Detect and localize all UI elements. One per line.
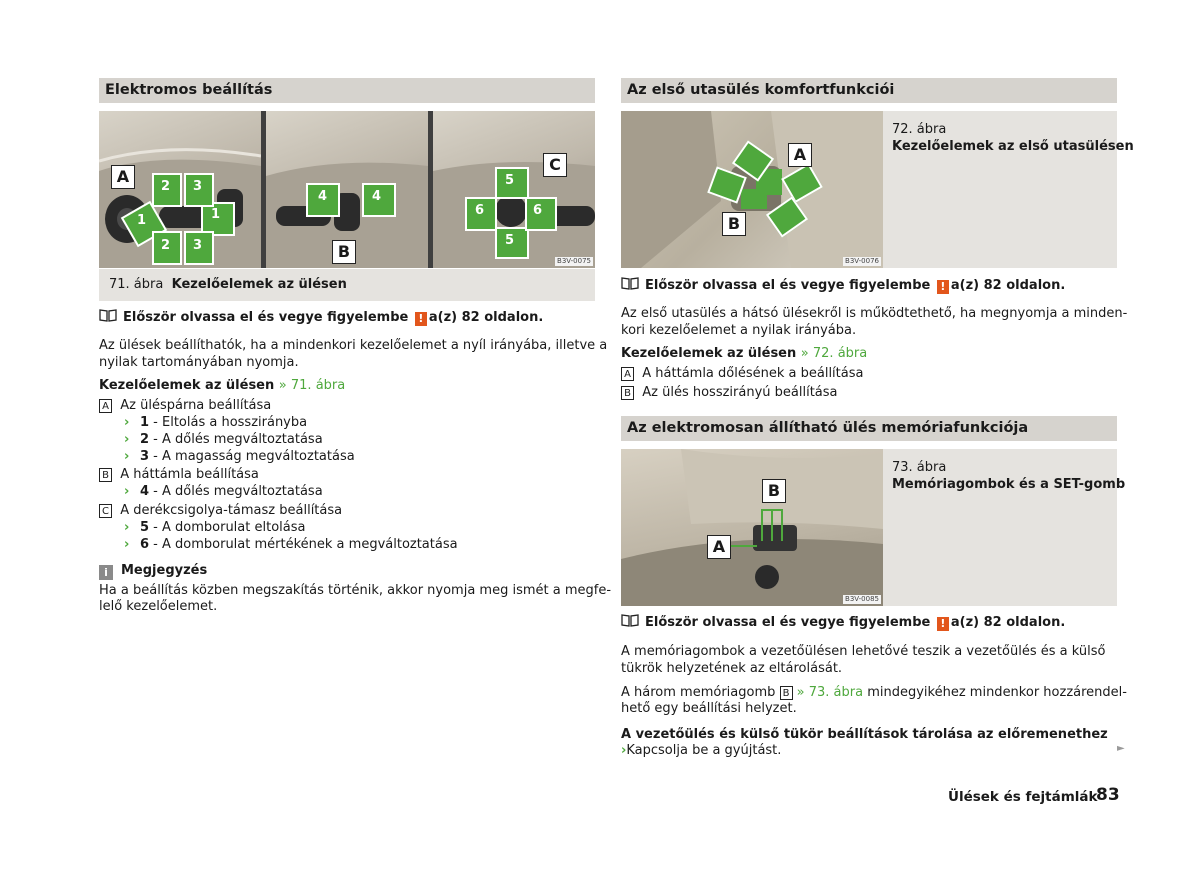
warning-ref[interactable]: a(z) 82 oldalon. bbox=[428, 310, 544, 325]
intro-line-2: nyilak tartományában nyomja. bbox=[99, 355, 299, 370]
store-title: A vezetőülés és külső tükör beállítások tárolása az előremenethez bbox=[621, 727, 1108, 742]
key-a: A bbox=[621, 367, 634, 381]
key-b: B bbox=[99, 468, 112, 482]
fig72-number: 72. ábra bbox=[892, 122, 947, 137]
list-subitem: › 3 - A magasság megváltoztatása bbox=[124, 449, 355, 464]
figure-73-photo bbox=[621, 449, 883, 606]
fig71-number-5b: 5 bbox=[505, 233, 515, 248]
caption-number: 71. ábra bbox=[109, 277, 164, 292]
highlight-line bbox=[781, 509, 783, 541]
info-icon: i bbox=[99, 565, 113, 580]
list-subitem: › 2 - A dőlés megváltoztatása bbox=[124, 432, 323, 447]
key-b: B bbox=[780, 686, 793, 700]
chevron-right-icon: › bbox=[124, 484, 130, 499]
comfort-line-1: Az első utasülés a hátsó ülésekről is működtethető, ha megnyomja a minden- bbox=[621, 306, 1128, 321]
step-text: Kapcsolja be a gyújtást. bbox=[626, 743, 782, 758]
item-text: A háttámla beállítása bbox=[120, 467, 259, 482]
list-subitem: › 6 - A domborulat mértékének a megváltoztatása bbox=[124, 537, 458, 552]
fig72-label-a: A bbox=[788, 143, 812, 167]
fig71-number-6: 6 bbox=[475, 203, 485, 218]
fig71-number-2b: 2 bbox=[161, 238, 171, 253]
note-line-1: Ha a beállítás közben megszakítás történik, akkor nyomja meg ismét a megfe- bbox=[99, 583, 612, 598]
figure-code: B3V-0075 bbox=[557, 257, 591, 265]
list-subitem: › 5 - A domborulat eltolása bbox=[124, 520, 306, 535]
highlight-line bbox=[731, 545, 757, 547]
note-title: Megjegyzés bbox=[121, 563, 208, 578]
fig73-number: 73. ábra bbox=[892, 460, 947, 475]
fig71-number-1b: 1 bbox=[211, 207, 221, 222]
memory-buttons-line-1 bbox=[621, 685, 1127, 700]
list-item bbox=[99, 467, 259, 482]
seat-photo-panel-2 bbox=[266, 111, 428, 268]
highlight-line bbox=[761, 509, 763, 541]
memory-buttons-line-2: hető egy beállítási helyzet. bbox=[621, 701, 797, 716]
item-text: Az ülés hosszirányú beállítása bbox=[642, 385, 838, 400]
intro-line-1: Az ülések beállíthatók, ha a mindenkori kezelőelemet a nyíl irányába, illetve a bbox=[99, 338, 608, 353]
fig73-ref-link[interactable]: » 73. ábra bbox=[796, 685, 864, 700]
figure-code: B3V-0076 bbox=[845, 257, 879, 265]
list-item bbox=[99, 503, 342, 518]
book-icon bbox=[99, 309, 117, 322]
key-c: C bbox=[99, 504, 112, 518]
memory-line-2: tükrök helyzetének az eltárolását. bbox=[621, 661, 843, 676]
list-subitem: › 1 - Eltolás a hosszirányba bbox=[124, 415, 308, 430]
warning-text: Először olvassa el és vegye figyelembe bbox=[645, 278, 931, 293]
note-line-2: lelő kezelőelemet. bbox=[99, 599, 218, 614]
highlight-line bbox=[771, 509, 773, 541]
fig71-label-c: C bbox=[543, 153, 567, 177]
key-b: B bbox=[621, 386, 634, 400]
fig71-number-3: 3 bbox=[193, 179, 203, 194]
fig72-caption bbox=[892, 121, 1134, 155]
figure-71-caption bbox=[99, 269, 595, 301]
continue-arrow-icon: ► bbox=[1117, 743, 1125, 754]
section-title-electric-adjust: Elektromos beállítás bbox=[99, 78, 595, 103]
item-text: Az üléspárna beállítása bbox=[120, 398, 272, 413]
chevron-right-icon: › bbox=[124, 520, 130, 535]
memory-line-1: A memóriagombok a vezetőülésen lehetővé teszik a vezetőülés és a külső bbox=[621, 644, 1106, 659]
fig71-label-b: B bbox=[332, 240, 356, 264]
controls-heading bbox=[99, 378, 345, 393]
chevron-right-icon: › bbox=[124, 537, 130, 552]
memory-text: A három memóriagomb bbox=[621, 685, 776, 700]
fig71-number-1: 1 bbox=[137, 213, 147, 228]
controls-heading bbox=[621, 346, 867, 361]
item-text: A derékcsigolya-támasz beállítása bbox=[120, 503, 343, 518]
fig73-caption bbox=[892, 459, 1125, 493]
list-item bbox=[99, 398, 271, 413]
warning-ref[interactable]: a(z) 82 oldalon. bbox=[950, 278, 1066, 293]
book-icon bbox=[621, 277, 639, 290]
comfort-line-2: kori kezelőelemet a nyilak irányába. bbox=[621, 323, 857, 338]
warning-line bbox=[99, 309, 543, 326]
warning-ref[interactable]: a(z) 82 oldalon. bbox=[950, 615, 1066, 630]
item-text: A háttámla dőlésének a beállítása bbox=[642, 366, 864, 381]
section-title-comfort: Az első utasülés komfortfunkciói bbox=[621, 78, 1117, 103]
chevron-right-icon: › bbox=[621, 743, 627, 758]
fig71-number-5: 5 bbox=[505, 173, 515, 188]
chevron-right-icon: › bbox=[124, 432, 130, 447]
warning-icon: ! bbox=[937, 617, 949, 631]
memory-text: mindegyikéhez mindenkor hozzárendel- bbox=[867, 685, 1127, 700]
note-heading bbox=[99, 563, 207, 580]
list-item bbox=[621, 366, 863, 381]
warning-icon: ! bbox=[415, 312, 427, 326]
controls-title: Kezelőelemek az ülésen bbox=[99, 378, 275, 393]
store-step bbox=[621, 743, 781, 758]
fig73-label-a: A bbox=[707, 535, 731, 559]
footer-chapter: Ülések és fejtámlák bbox=[948, 789, 1098, 805]
figure-code: B3V-0085 bbox=[845, 595, 879, 603]
highlight-line bbox=[761, 509, 783, 511]
fig72-label-b: B bbox=[722, 212, 746, 236]
controls-title: Kezelőelemek az ülésen bbox=[621, 346, 797, 361]
section-title-memory: Az elektromosan állítható ülés memóriafunkciója bbox=[621, 416, 1117, 441]
fig71-number-6b: 6 bbox=[533, 203, 543, 218]
warning-text: Először olvassa el és vegye figyelembe bbox=[123, 310, 409, 325]
seat-photo-panel-1 bbox=[99, 111, 261, 268]
list-subitem: › 4 - A dőlés megváltoztatása bbox=[124, 484, 323, 499]
warning-line bbox=[621, 614, 1065, 631]
fig73-title: Memóriagombok és a SET-gomb bbox=[892, 477, 1126, 492]
list-item bbox=[621, 385, 838, 400]
figure-72-photo bbox=[621, 111, 883, 268]
fig71-number-4: 4 bbox=[318, 189, 328, 204]
fig71-number-4b: 4 bbox=[372, 189, 382, 204]
fig73-label-b: B bbox=[762, 479, 786, 503]
key-a: A bbox=[99, 399, 112, 413]
chevron-right-icon: › bbox=[124, 415, 130, 430]
book-icon bbox=[621, 614, 639, 627]
page-number: 83 bbox=[1096, 785, 1120, 805]
fig71-number-2: 2 bbox=[161, 179, 171, 194]
controls-ref-link[interactable]: » 72. ábra bbox=[800, 346, 868, 361]
warning-icon: ! bbox=[937, 280, 949, 294]
warning-text: Először olvassa el és vegye figyelembe bbox=[645, 615, 931, 630]
caption-title: Kezelőelemek az ülésen bbox=[171, 277, 347, 292]
controls-ref-link[interactable]: » 71. ábra bbox=[278, 378, 346, 393]
seat-photo-panel-3 bbox=[433, 111, 595, 268]
chevron-right-icon: › bbox=[124, 449, 130, 464]
fig71-label-a: A bbox=[111, 165, 135, 189]
warning-line bbox=[621, 277, 1065, 294]
fig71-number-3b: 3 bbox=[193, 238, 203, 253]
fig72-title: Kezelőelemek az első utasülésen bbox=[892, 139, 1134, 154]
figure-71 bbox=[99, 111, 595, 268]
